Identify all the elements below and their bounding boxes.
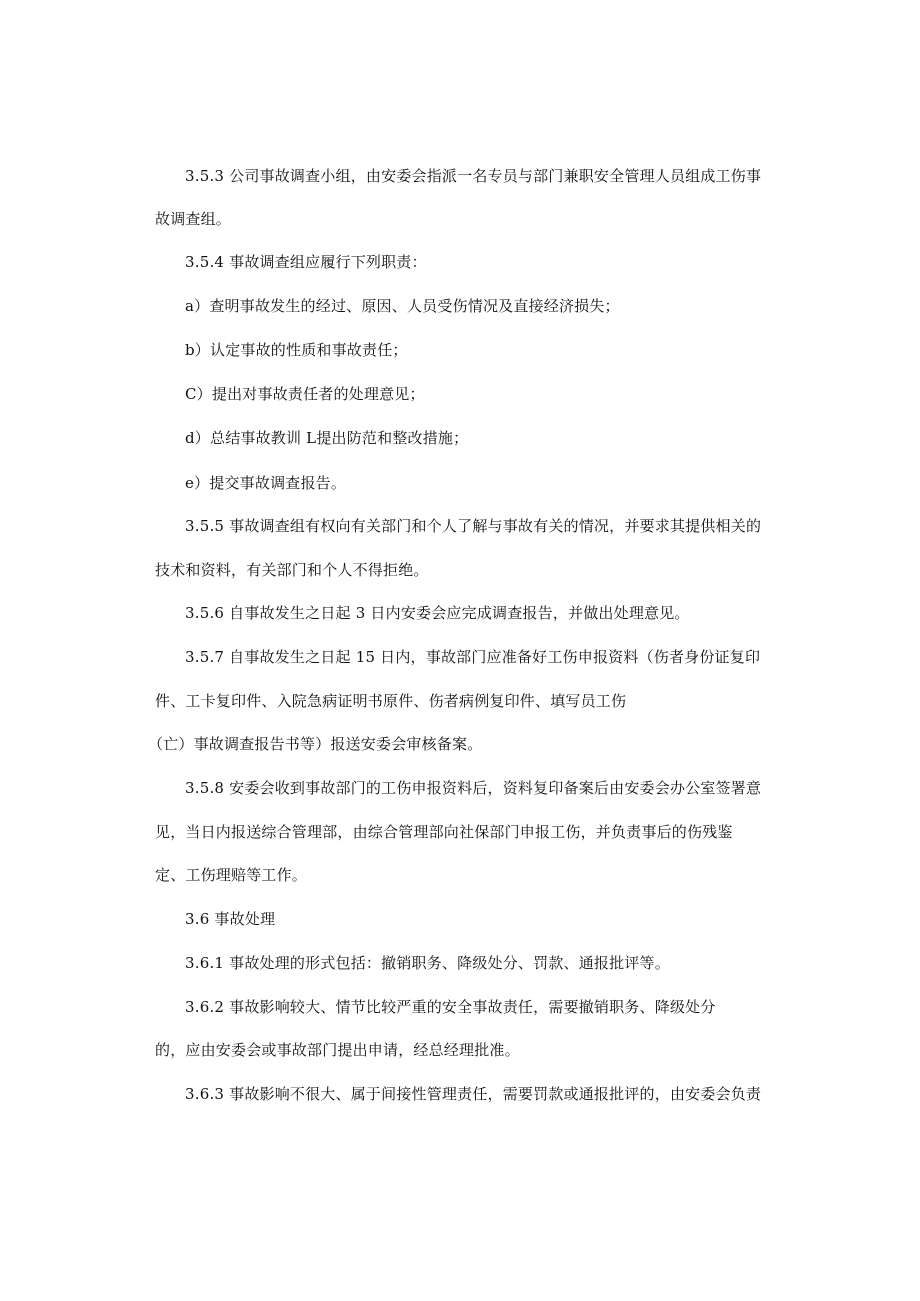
text-line: 3.6.1 事故处理的形式包括：撤销职务、降级处分、罚款、通报批评等。 — [185, 954, 670, 972]
text-line: 3.5.4 事故调查组应履行下列职责： — [185, 253, 427, 271]
section-heading: 3.6 事故处理 — [185, 910, 276, 928]
text-line: C）提出对事故责任者的处理意见； — [185, 385, 425, 403]
text-line: 故调查组。 — [155, 210, 232, 228]
text-line: 的，应由安委会或事故部门提出申请，经总经理批准。 — [155, 1041, 520, 1059]
text-line: e）提交事故调查报告。 — [185, 474, 347, 492]
text-line: 3.6.2 事故影响较大、情节比较严重的安全事故责任，需要撤销职务、降级处分 — [185, 998, 716, 1016]
text-line: d）总结事故教训 L提出防范和整改措施； — [185, 429, 469, 447]
text-line: a）查明事故发生的经过、原因、人员受伤情况及直接经济损失； — [185, 297, 620, 315]
text-line: 3.6.3 事故影响不很大、属于间接性管理责任，需要罚款或通报批评的，由安委会负责 — [185, 1085, 762, 1103]
text-line: 3.5.6 自事故发生之日起 3 日内安委会应完成调查报告，并做出处理意见。 — [185, 604, 690, 622]
text-line: 技术和资料，有关部门和个人不得拒绝。 — [155, 561, 429, 579]
text-line: b）认定事故的性质和事故责任； — [185, 341, 408, 359]
text-line: 定、工伤理赔等工作。 — [155, 866, 308, 884]
text-line: 3.5.3 公司事故调查小组，由安委会指派一名专员与部门兼职安全管理人员组成工伤事 — [185, 167, 762, 185]
text-line: 见，当日内报送综合管理部，由综合管理部向社保部门申报工伤，并负责事后的伤残鉴 — [155, 823, 733, 841]
text-line: （亡）事故调查报告书等）报送安委会审核备案。 — [148, 735, 483, 753]
text-line: 3.5.8 安委会收到事故部门的工伤申报资料后，资料复印备案后由安委会办公室签署意 — [185, 779, 762, 797]
text-line: 3.5.7 自事故发生之日起 15 日内，事故部门应准备好工伤申报资料（伤者身份证复印 — [185, 648, 761, 666]
text-line: 件、工卡复印件、入院急病证明书原件、伤者病例复印件、填写员工伤 — [155, 692, 627, 710]
text-line: 3.5.5 事故调查组有权向有关部门和个人了解与事故有关的情况，并要求其提供相关的 — [185, 517, 762, 535]
